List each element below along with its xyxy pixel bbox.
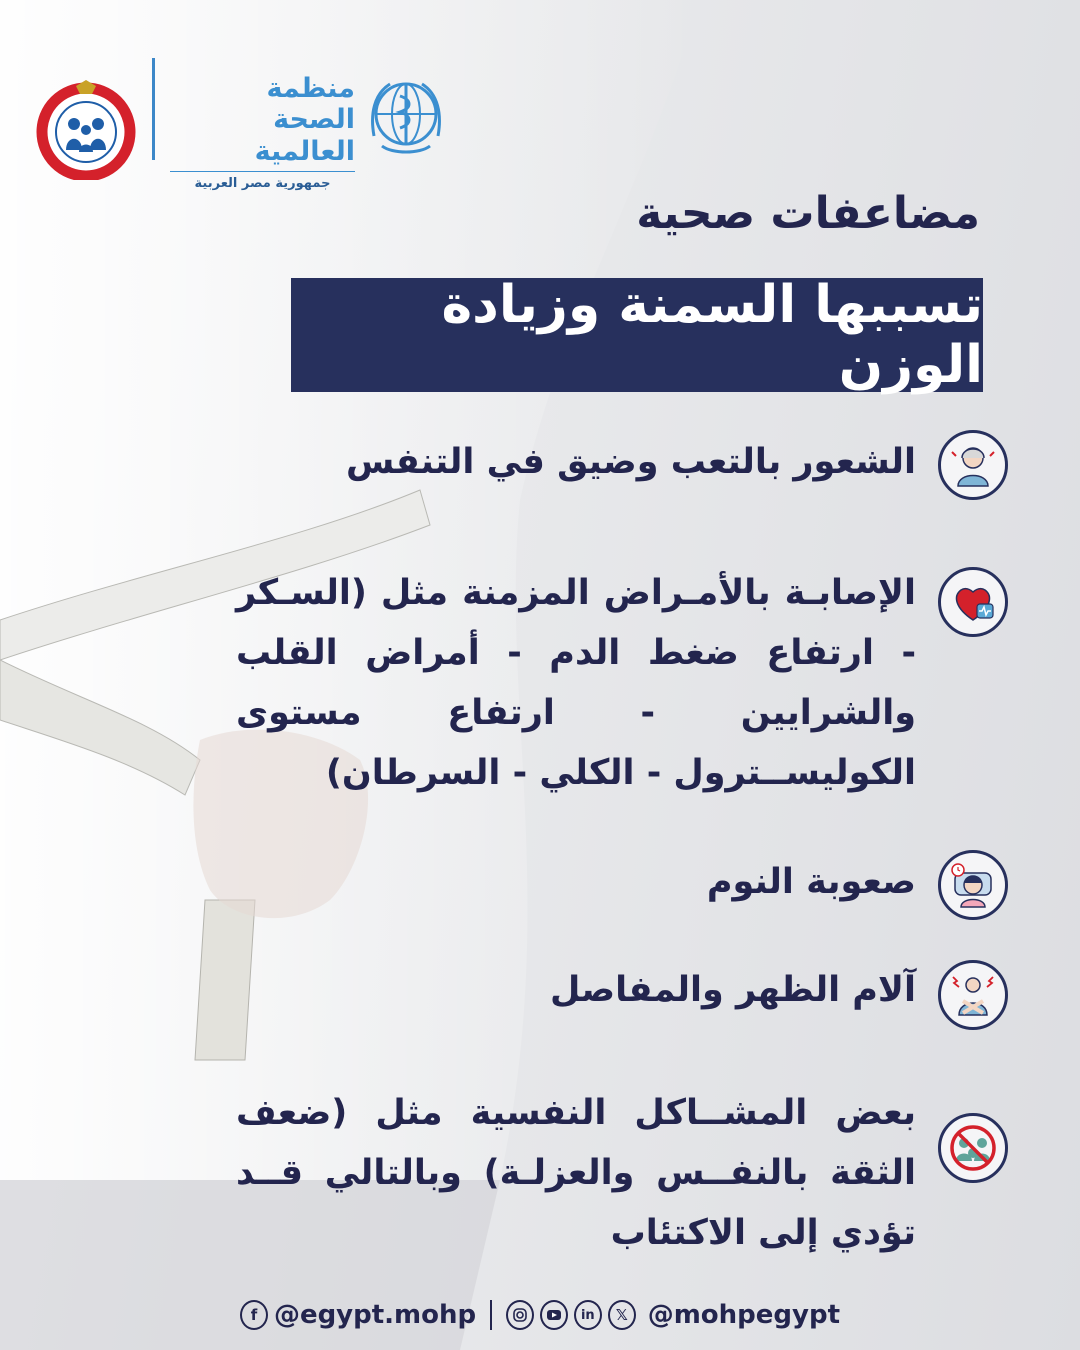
page-subtitle: تسببها السمنة وزيادة الوزن [441, 275, 983, 395]
instagram-icon[interactable] [506, 1300, 534, 1330]
item-text: صعوبة النوم [706, 862, 916, 902]
footer-divider [490, 1300, 492, 1330]
who-underline [170, 171, 355, 172]
logo-divider [152, 58, 155, 160]
facebook-handle[interactable]: @egypt.mohp [273, 1300, 477, 1330]
facebook-icon[interactable]: f [240, 1300, 268, 1330]
tired-woman-icon [938, 430, 1008, 500]
sleep-difficulty-icon [938, 850, 1008, 920]
item-text: الشعور بالتعب وضيق في التنفس [346, 442, 916, 482]
moh-logo-icon [36, 80, 136, 180]
who-name-line2: الصحة العالمية [254, 104, 355, 167]
x-icon[interactable]: 𝕏 [608, 1300, 636, 1330]
youtube-icon[interactable] [540, 1300, 568, 1330]
item-text: آلام الظهر والمفاصل [550, 970, 916, 1010]
list-item [68, 430, 1008, 500]
item-text: الإصابـة بالأمـراض المزمنة مثل (السـكر - ارتفاع ضغط الدم - أمراض القلب والشرايين - ارتفاع مستوى الكوليســترول - الكلي - السرطان) [236, 573, 916, 793]
social-footer [240, 1290, 840, 1340]
list-item [68, 1083, 1008, 1263]
linkedin-icon[interactable]: in [574, 1300, 602, 1330]
list-item [68, 563, 1008, 803]
heart-disease-icon [938, 567, 1008, 637]
page-title: مضاعفات صحية [636, 188, 980, 239]
item-text: بعض المشــاكل النفسية مثل (ضعف الثقة بالنفــس والعزلـة) وبالتالي قــد تؤدي إلى الاكتئاب [236, 1093, 916, 1253]
header-logos [30, 40, 450, 191]
list-item [68, 850, 1008, 920]
who-logo-text [170, 74, 355, 191]
back-pain-icon [938, 960, 1008, 1030]
list-item [68, 960, 1008, 1030]
no-social-icon [938, 1113, 1008, 1183]
who-name-line1: منظمة [266, 73, 355, 104]
who-emblem-icon [362, 74, 450, 162]
who-country: جمهورية مصر العربية [194, 176, 331, 191]
social-handle[interactable]: @mohpegypt [647, 1300, 841, 1330]
subtitle-banner [291, 275, 983, 395]
